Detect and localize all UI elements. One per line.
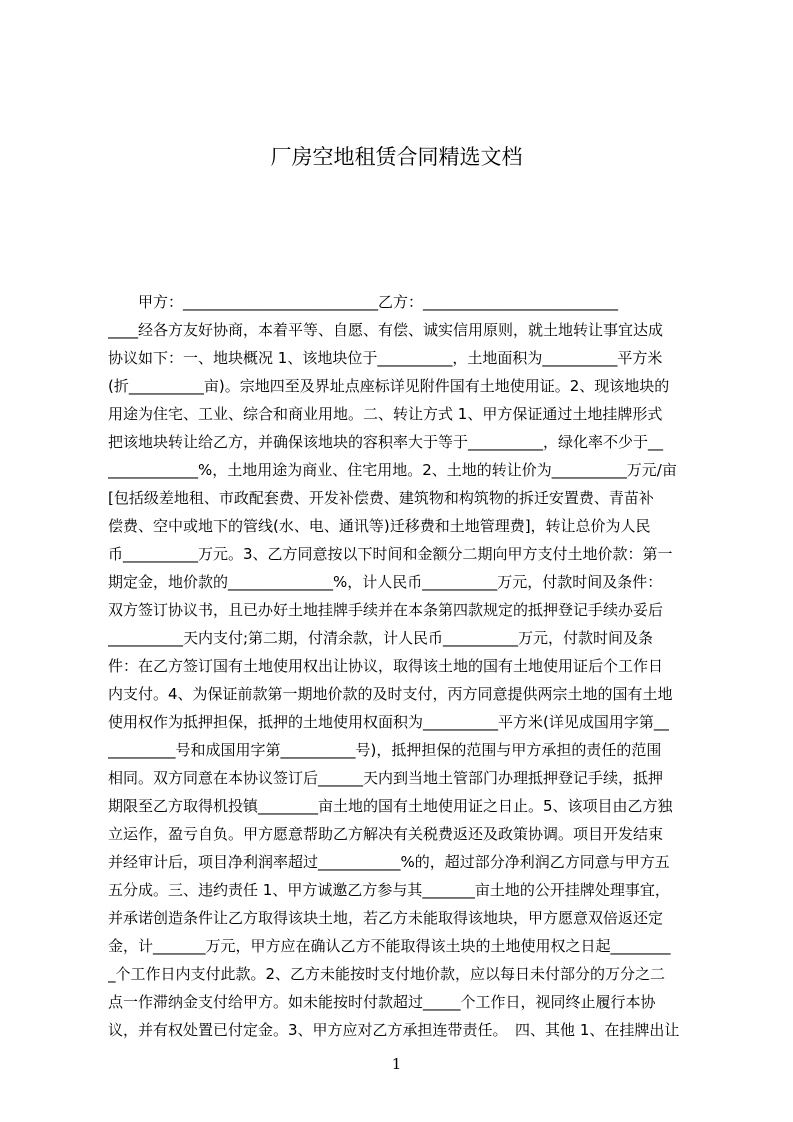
page-number: 1: [391, 1055, 402, 1073]
text-line: 内支付。4、为保证前款第一期地价款的及时支付，丙方同意提供两宗土地的国有土地: [108, 685, 673, 703]
text-line: 相同。双方同意在本协议签订后______天内到当地土管部门办理抵押登记手续，抵押: [108, 769, 664, 787]
text-line: ____经各方友好协商，本着平等、自愿、有偿、诚实信用原则，就土地转让事宜达成: [108, 321, 664, 339]
text-line: 议，并有权处置已付定金。3、甲方应对乙方承担连带责任。 四、其他 1、在挂牌出让: [108, 1021, 680, 1039]
text-line: 五分成。三、违约责任 1、甲方诚邀乙方参与其_______亩土地的公开挂牌处理事宜，: [108, 881, 670, 899]
text-line: 立运作，盈亏自负。甲方愿意帮助乙方解决有关税费返还及政策协调。项目开发结束: [108, 825, 664, 843]
text-line: 甲方：__________________________乙方：__________________________: [108, 293, 619, 311]
text-line: __________天内支付;第二期，付清余款，计人民币__________万元，付款时间及条: [108, 629, 654, 647]
text-line: 期限至乙方取得机投镇________亩土地的国有土地使用证之日止。5、该项目由乙方独: [108, 797, 673, 815]
text-line: 金，计_______万元，甲方应在确认乙方不能取得该土块的土地使用权之日起________: [108, 937, 671, 955]
text-line: _________号和成国用字第__________号)，抵押担保的范围与甲方承担的责任的范围: [108, 741, 662, 759]
text-line: 把该地块转让给乙方，并确保该地块的容积率大于等于__________，绿化率不少于__: [108, 433, 664, 451]
contract-body: [108, 288, 700, 1044]
text-line: 偿费、空中或地下的管线(水、电、通讯等)迁移费和土地管理费]，转让总价为人民: [108, 517, 651, 535]
text-line: 点一作滞纳金支付给甲方。如未能按时付款超过_____个工作日，视同终止履行本协: [108, 993, 656, 1011]
text-line: 用途为住宅、工业、综合和商业用地。二、转让方式 1、甲方保证通过土地挂牌形式: [108, 405, 663, 423]
text-line: 币__________万元。3、乙方同意按以下时间和金额分二期向甲方支付土地价款：第一: [108, 545, 673, 563]
text-line: 件：在乙方签订国有土地使用权出让协议，取得该土地的国有土地使用证后个工作日: [108, 657, 664, 675]
text-line: 使用权作为抵押担保，抵押的土地使用权面积为__________平方米(详见成国用字第__: [108, 713, 669, 731]
text-line: 并承诺创造条件让乙方取得该块土地，若乙方未能取得该地块，甲方愿意双倍返还定: [108, 909, 664, 927]
text-line: 期定金，地价款的______________%，计人民币__________万元，付款时间及条件：: [108, 573, 663, 591]
text-line: 双方签订协议书，且已办好土地挂牌手续并在本条第四款规定的抵押登记手续办妥后: [108, 601, 664, 619]
text-line: 并经审计后，项目净利润率超过___________%的，超过部分净利润乙方同意与甲方五: [108, 853, 670, 871]
text-line: _个工作日内支付此款。2、乙方未能按时支付地价款，应以每日未付部分的万分之二: [108, 965, 666, 983]
document-title: 厂房空地租赁合同精选文档: [270, 145, 523, 169]
text-line: ____________%，土地用途为商业、住宅用地。2、土地的转让价为__________万元/亩: [108, 461, 677, 479]
text-line: 协议如下：一、地块概况 1、该地块位于__________，土地面积为__________平方米: [108, 349, 663, 367]
text-line: (折__________亩)。宗地四至及界址点座标详见附件国有土地使用证。2、现该地块的: [108, 377, 670, 395]
text-line: [包括级差地租、市政配套费、开发补偿费、建筑物和构筑物的拆迁安置费、青苗补: [108, 489, 654, 507]
